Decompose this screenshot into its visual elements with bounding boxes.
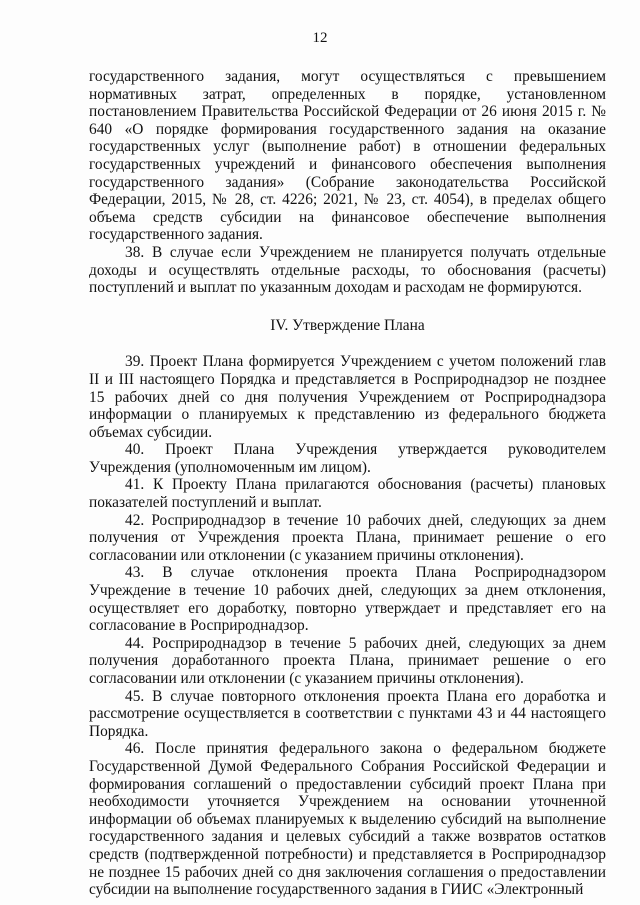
page-number: 12	[312, 30, 328, 46]
paragraph-46: 46. После принятия федерального закона о федеральном бюджете Государственной Думой Федерального Собрания Российской Федерации и формирования соглашений о предоставлении субсидий проект Плана при необходимости уточняется Учреждением на основании уточненной информации об объемах планируемых к выделению субсидий на выполнение государственного задания и целевых субсидий а также возвратов остатков средств (подтвержденной потребности) и представляется в Росприроднадзор не позднее 15 рабочих дней со дня заключения соглашения о предоставлении субсидии на выполнение государственного задания в ГИИС «Электронный	[89, 740, 606, 899]
section-heading: IV. Утверждение Плана	[270, 316, 425, 334]
paragraph-42: 42. Росприроднадзор в течение 10 рабочих дней, следующих за днем получения от Учреждения проекта Плана, принимает решение о его согласовании или отклонении (с указанием причины отклонения).	[89, 511, 606, 564]
paragraph-40: 40. Проект Плана Учреждения утверждается руководителем Учреждения (уполномоченным им лицом).	[89, 441, 606, 476]
paragraph-38: 38. В случае если Учреждением не планируется получать отдельные доходы и осуществлять отдельные расходы, то обоснования (расчеты) поступлений и выплат по указанным доходам и расходам не формируются.	[89, 243, 606, 297]
paragraph-39: 39. Проект Плана формируется Учреждением с учетом положений глав II и III настоящего Порядка и представляется в Росприроднадзор не позднее 15 рабочих дней со дня получения Учреждением от Росприроднадзора информации о планируемых к представлению из федерального бюджета объемах субсидии.	[89, 353, 606, 441]
paragraph-45: 45. В случае повторного отклонения проекта Плана его доработка и рассмотрение осуществляется в соответствии с пунктами 43 и 44 настоящего Порядка.	[89, 687, 606, 740]
paragraph-43: 43. В случае отклонения проекта Плана Росприроднадзором Учреждение в течение 10 рабочих дней, следующих за днем отклонения, осуществляет его доработку, повторно утверждает и представляет его на согласование в Росприроднадзор.	[89, 564, 606, 635]
paragraph-41: 41. К Проекту Плана прилагаются обоснования (расчеты) плановых показателей поступлений и выплат.	[89, 476, 606, 512]
paragraph-44: 44. Росприроднадзор в течение 5 рабочих дней, следующих за днем получения доработанного проекта Плана, принимает решение о его согласовании или отклонении (с указанием причины отклонения).	[89, 634, 606, 687]
paragraph-continuation: государственного задания, могут осуществляться с превышением нормативных затрат, определенных в порядке, установленном постановлением Правительства Российской Федерации от 26 июня 2015 г. № 640 «О порядке формирования государственного задания на оказание государственных услуг (выполнение работ) в отношении федеральных государственных учреждений и финансового обеспечения выполнения государственного задания» (Собрание законодательства Российской Федерации, 2015, № 28, ст. 4226; 2021, № 23, ст. 4054), в пределах общего объема средств субсидии на финансовое обеспечение выполнения государственного задания.	[89, 68, 606, 244]
document-body	[89, 68, 606, 899]
